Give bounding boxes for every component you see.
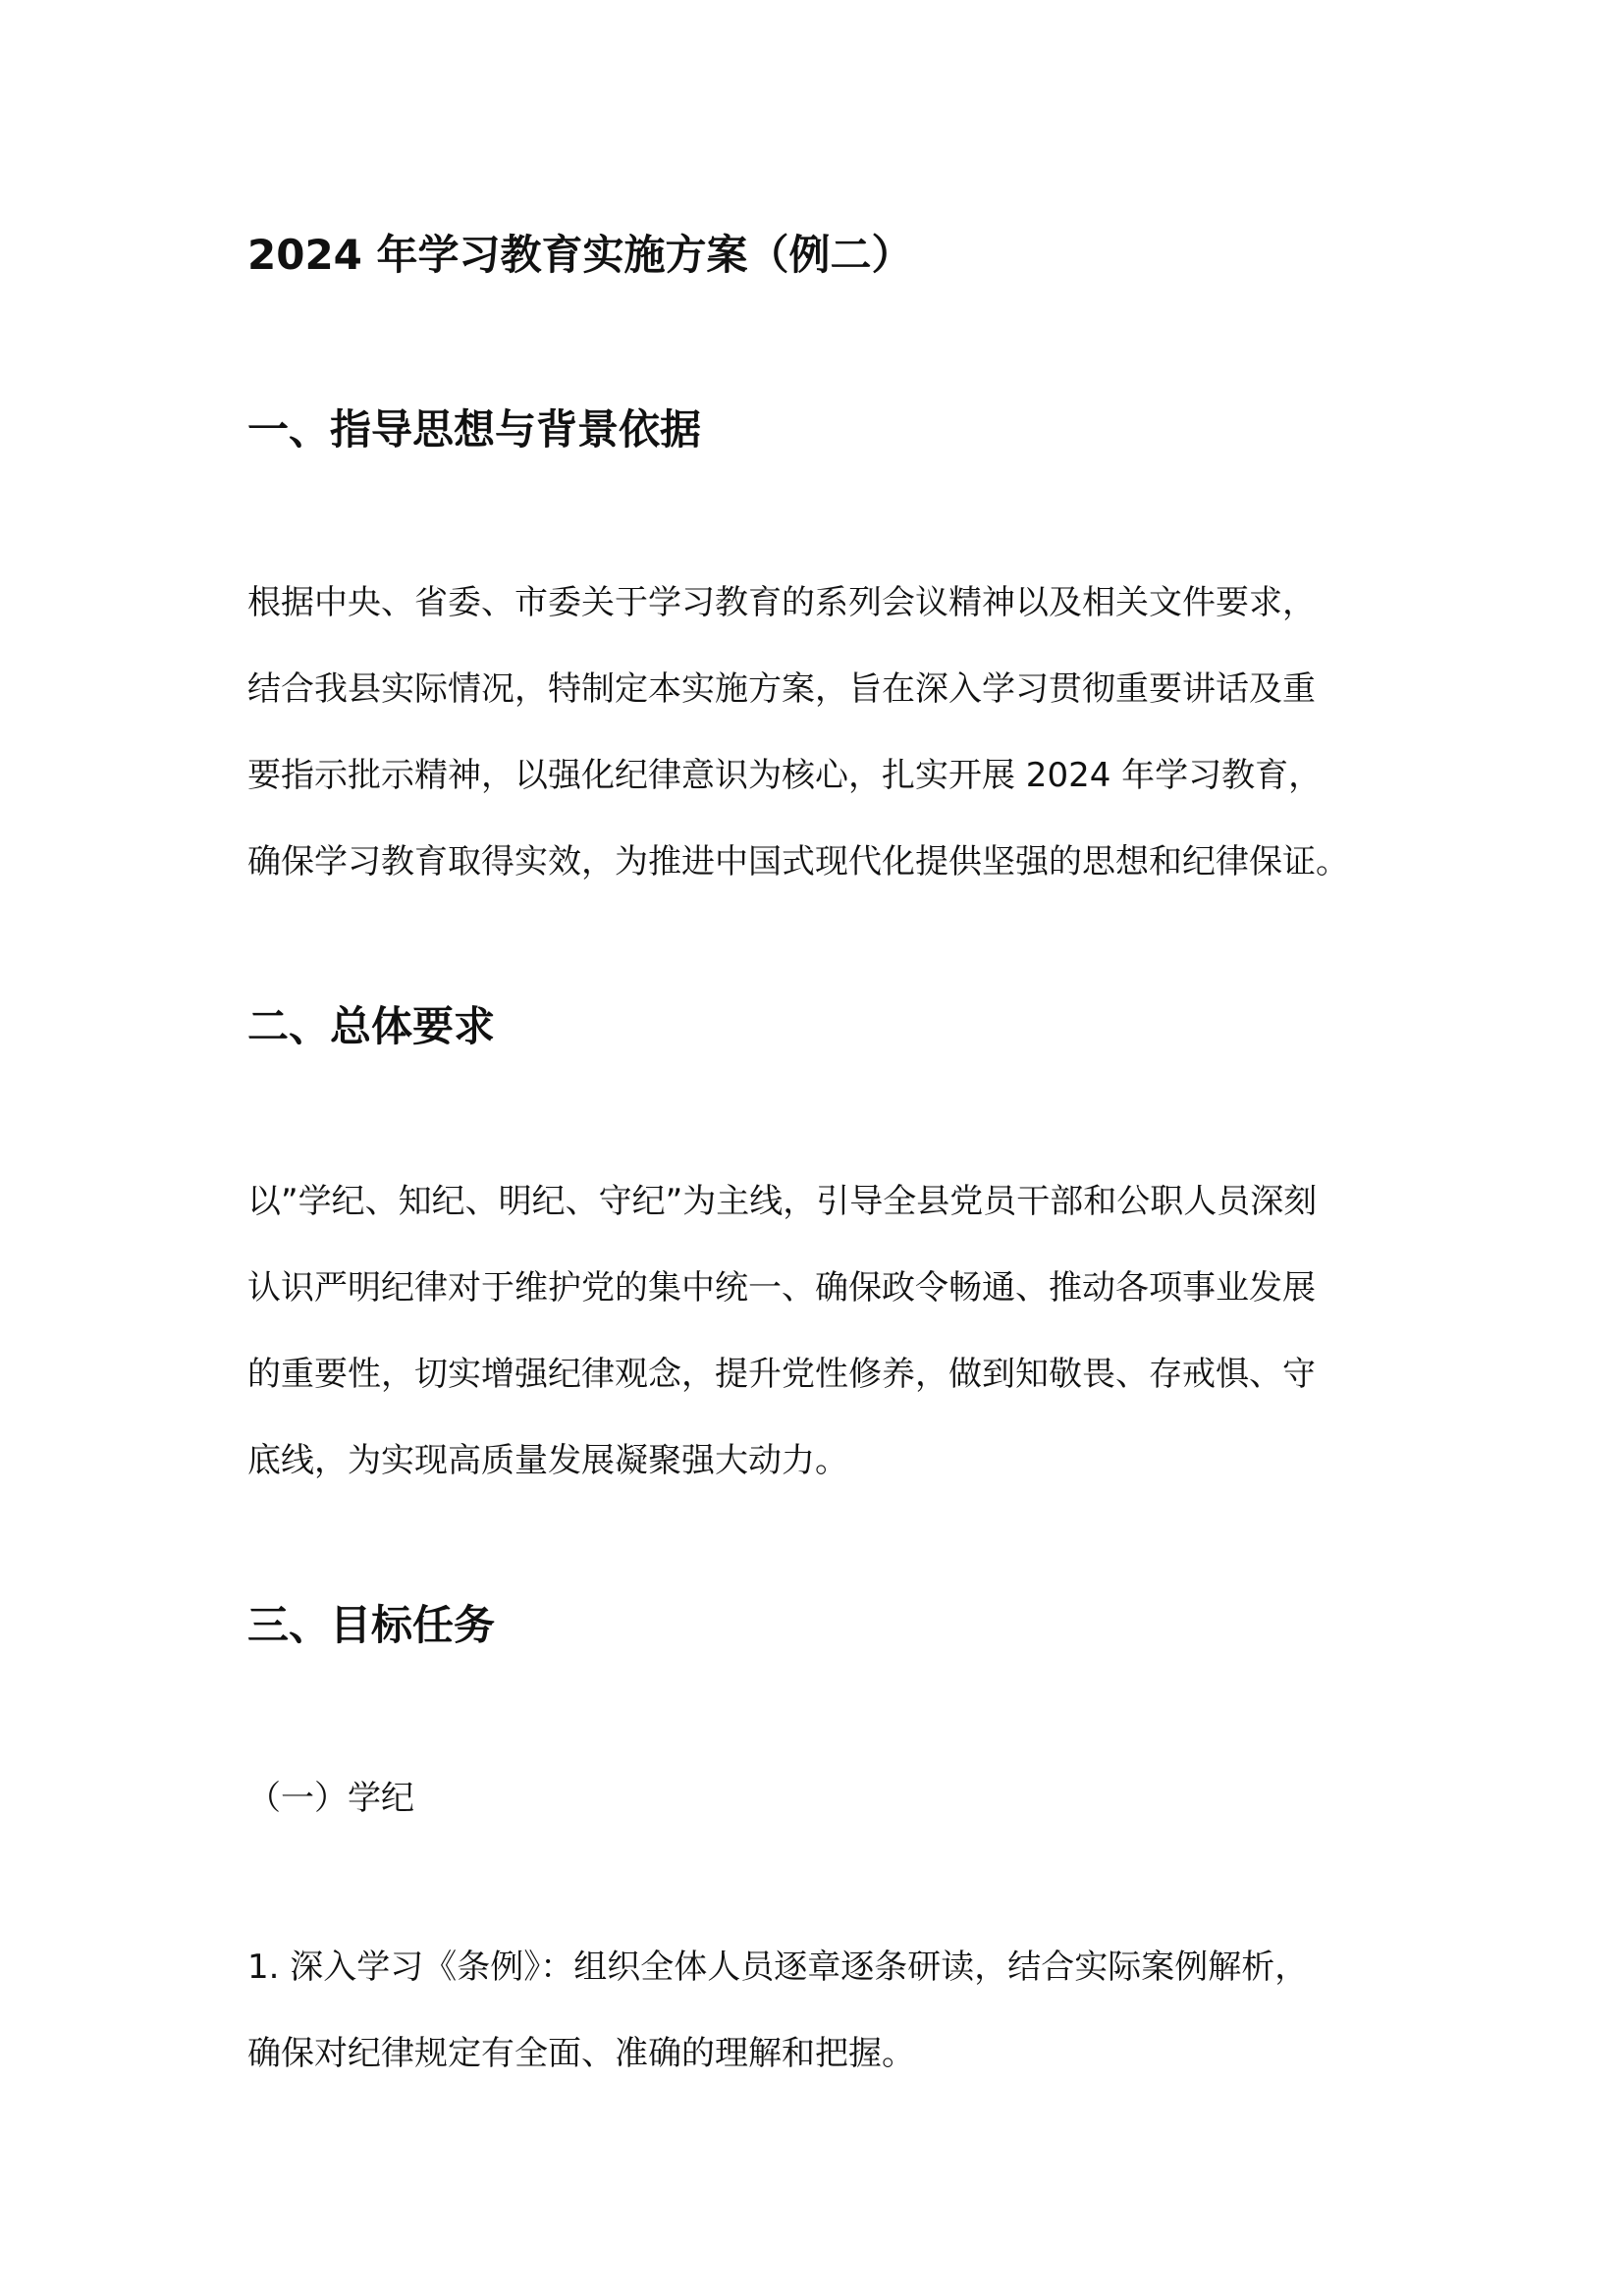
document-title: 2024 年学习教育实施方案（例二） (247, 231, 913, 279)
section-heading-general-requirements: 二、总体要求 (247, 1002, 496, 1050)
paragraph-line: 根据中央、省委、市委关于学习教育的系列会议精神以及相关文件要求， (247, 583, 1316, 622)
paragraph-line: 以”学纪、知纪、明纪、守纪”为主线，引导全县党员干部和公职人员深刻 (247, 1182, 1318, 1221)
list-item-study-regulations (247, 1924, 1406, 2097)
paragraph-line: 1. 深入学习《条例》：组织全体人员逐章逐条研读，结合实际案例解析， (247, 1948, 1309, 1987)
paragraph-line: 确保对纪律规定有全面、准确的理解和把握。 (247, 2034, 915, 2073)
paragraph-line: 确保学习教育取得实效，为推进中国式现代化提供坚强的思想和纪律保证。 (247, 842, 1349, 881)
paragraph-line: 的重要性，切实增强纪律观念，提升党性修养，做到知敬畏、存戒惧、守 (247, 1355, 1316, 1394)
subheading-study-discipline: （一）学纪 (247, 1779, 414, 1818)
paragraph-line: 要指示批示精神，以强化纪律意识为核心，扎实开展 2024 年学习教育， (247, 756, 1323, 795)
section-heading-objectives: 三、目标任务 (247, 1601, 496, 1649)
paragraph-line: 认识严明纪律对于维护党的集中统一、确保政令畅通、推动各项事业发展 (247, 1268, 1316, 1308)
section-heading-guiding-thought: 一、指导思想与背景依据 (247, 405, 702, 454)
paragraph-line: 结合我县实际情况，特制定本实施方案，旨在深入学习贯彻重要讲话及重 (247, 669, 1316, 709)
section-paragraph-guiding-thought (247, 560, 1406, 905)
section-paragraph-general-requirements (247, 1158, 1406, 1504)
paragraph-line: 底线，为实现高质量发展凝聚强大动力。 (247, 1441, 848, 1480)
